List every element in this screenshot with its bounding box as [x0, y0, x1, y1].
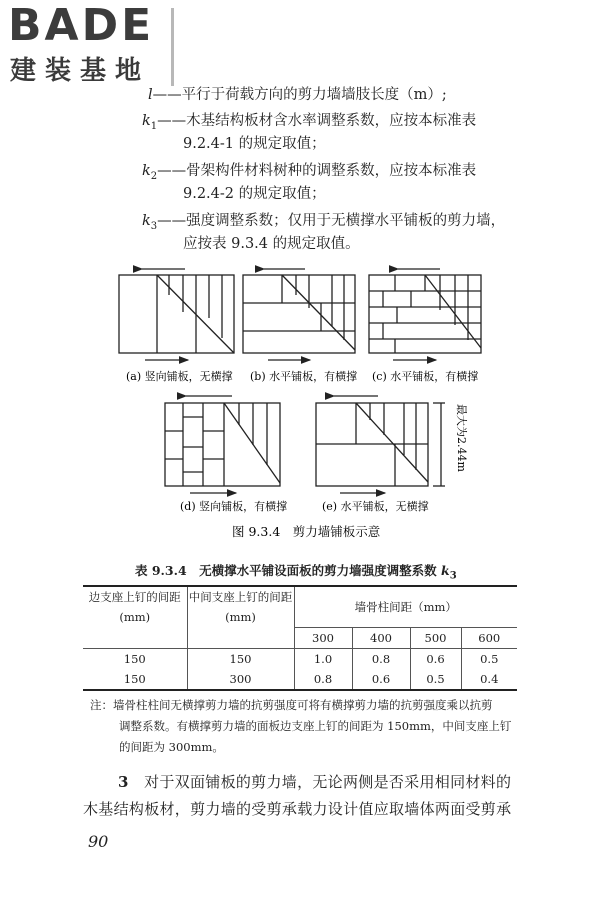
cell-value: 0.8: [352, 648, 410, 669]
caption-a: (a) 竖向铺板，无横撑: [126, 370, 233, 383]
cell-mid: 150: [187, 648, 294, 669]
definition-k3-cont: 应按表 9.3.4 的规定取值。: [183, 236, 360, 252]
cell-edge: 150: [83, 669, 187, 690]
clause-number: 3: [118, 773, 129, 791]
table-note-line: 注：墙骨柱柱间无横撑剪力墙的抗剪强度可将有横撑剪力墙的抗剪强度乘以抗剪: [90, 698, 493, 712]
clause-3-line2: 木基结构板材，剪力墙的受剪承载力设计值应取墙体两面受剪承: [83, 800, 512, 818]
logo-wordmark: BADE: [8, 0, 155, 51]
header-mid-unit: (mm): [187, 607, 294, 627]
header-edge-unit: (mm): [83, 607, 187, 627]
cell-mid: 300: [187, 669, 294, 690]
cell-value: 1.0: [294, 648, 352, 669]
panel-c-diagram: [369, 269, 481, 360]
header-edge-spacing: 边支座上钉的间距: [83, 586, 187, 607]
definition-k2-cont: 9.2.4-2 的规定取值；: [183, 186, 326, 202]
logo-divider: [171, 8, 174, 86]
logo-subtitle: 建装基地: [10, 56, 151, 86]
shear-wall-sheathing-figure: [0, 260, 600, 539]
caption-c: (c) 水平铺板，有横撑: [372, 370, 479, 383]
cell-value: 0.6: [352, 669, 410, 690]
definition-text: ——木基结构板材含水率调整系数，应按本标准表: [157, 113, 477, 129]
definition-text: ——骨架构件材料树种的调整系数，应按本标准表: [157, 163, 477, 179]
definition-l: [148, 84, 447, 106]
caption-d: (d) 竖向铺板，有横撑: [180, 500, 288, 513]
spacing-400: 400: [352, 627, 410, 648]
page-number: 90: [88, 832, 109, 851]
symbol-k3: $k_3$: [142, 213, 158, 232]
table-note-line: 调整系数。有横撑剪力墙的面板边支座上钉的间距为 150mm，中间支座上钉: [119, 719, 512, 733]
panel-b-diagram: [243, 269, 355, 360]
table-subheader-row: [83, 627, 517, 648]
header-stud-spacing: 墙骨柱间距（mm）: [294, 586, 517, 627]
dimension-label: 最大为2.44m: [455, 404, 468, 472]
panel-d-diagram: [165, 396, 280, 493]
header-mid-spacing: 中间支座上钉的间距: [187, 586, 294, 607]
caption-b: (b) 水平铺板，有横撑: [250, 370, 358, 383]
cell-value: 0.4: [461, 669, 517, 690]
cell-value: 0.5: [480, 651, 499, 666]
symbol-k1: $k_1$: [142, 113, 158, 132]
table-row: [83, 669, 517, 690]
spacing-500: 500: [410, 627, 461, 648]
definition-text: ——强度调整系数；仅用于无横撑水平铺板的剪力墙，: [157, 213, 506, 229]
cell-value: 0.8: [294, 669, 352, 690]
cell-value: 0.6: [410, 648, 461, 669]
table-title: 表 9.3.4 无横撑水平铺设面板的剪力墙强度调整系数 $k_3$: [135, 563, 457, 582]
symbol-k2: $k_2$: [142, 163, 158, 182]
table-title-symbol: $k_3$: [441, 563, 457, 582]
clause-3-line1: 3 对于双面铺板的剪力墙，无论两侧是否采用相同材料的: [118, 773, 512, 791]
figure-title: 图 9.3.4 剪力墙铺板示意: [232, 524, 381, 539]
table-note-line: 的间距为 300mm。: [119, 740, 224, 754]
symbol-l: l: [148, 87, 153, 103]
adjustment-factor-table: [83, 585, 517, 691]
caption-e: (e) 水平铺板，无横撑: [322, 500, 429, 513]
cell-value: 0.5: [410, 669, 461, 690]
panel-e-diagram: [316, 396, 445, 493]
definition-text: ——平行于荷载方向的剪力墙墙肢长度（m）;: [152, 87, 447, 103]
definition-k1-cont: 9.2.4-1 的规定取值；: [183, 136, 326, 152]
spacing-300: 300: [294, 627, 352, 648]
table-header-row: [83, 586, 517, 607]
panel-a-diagram: [119, 269, 234, 360]
spacing-600: 600: [461, 627, 517, 648]
table-row: [83, 648, 517, 669]
cell-edge: 150: [83, 648, 187, 669]
